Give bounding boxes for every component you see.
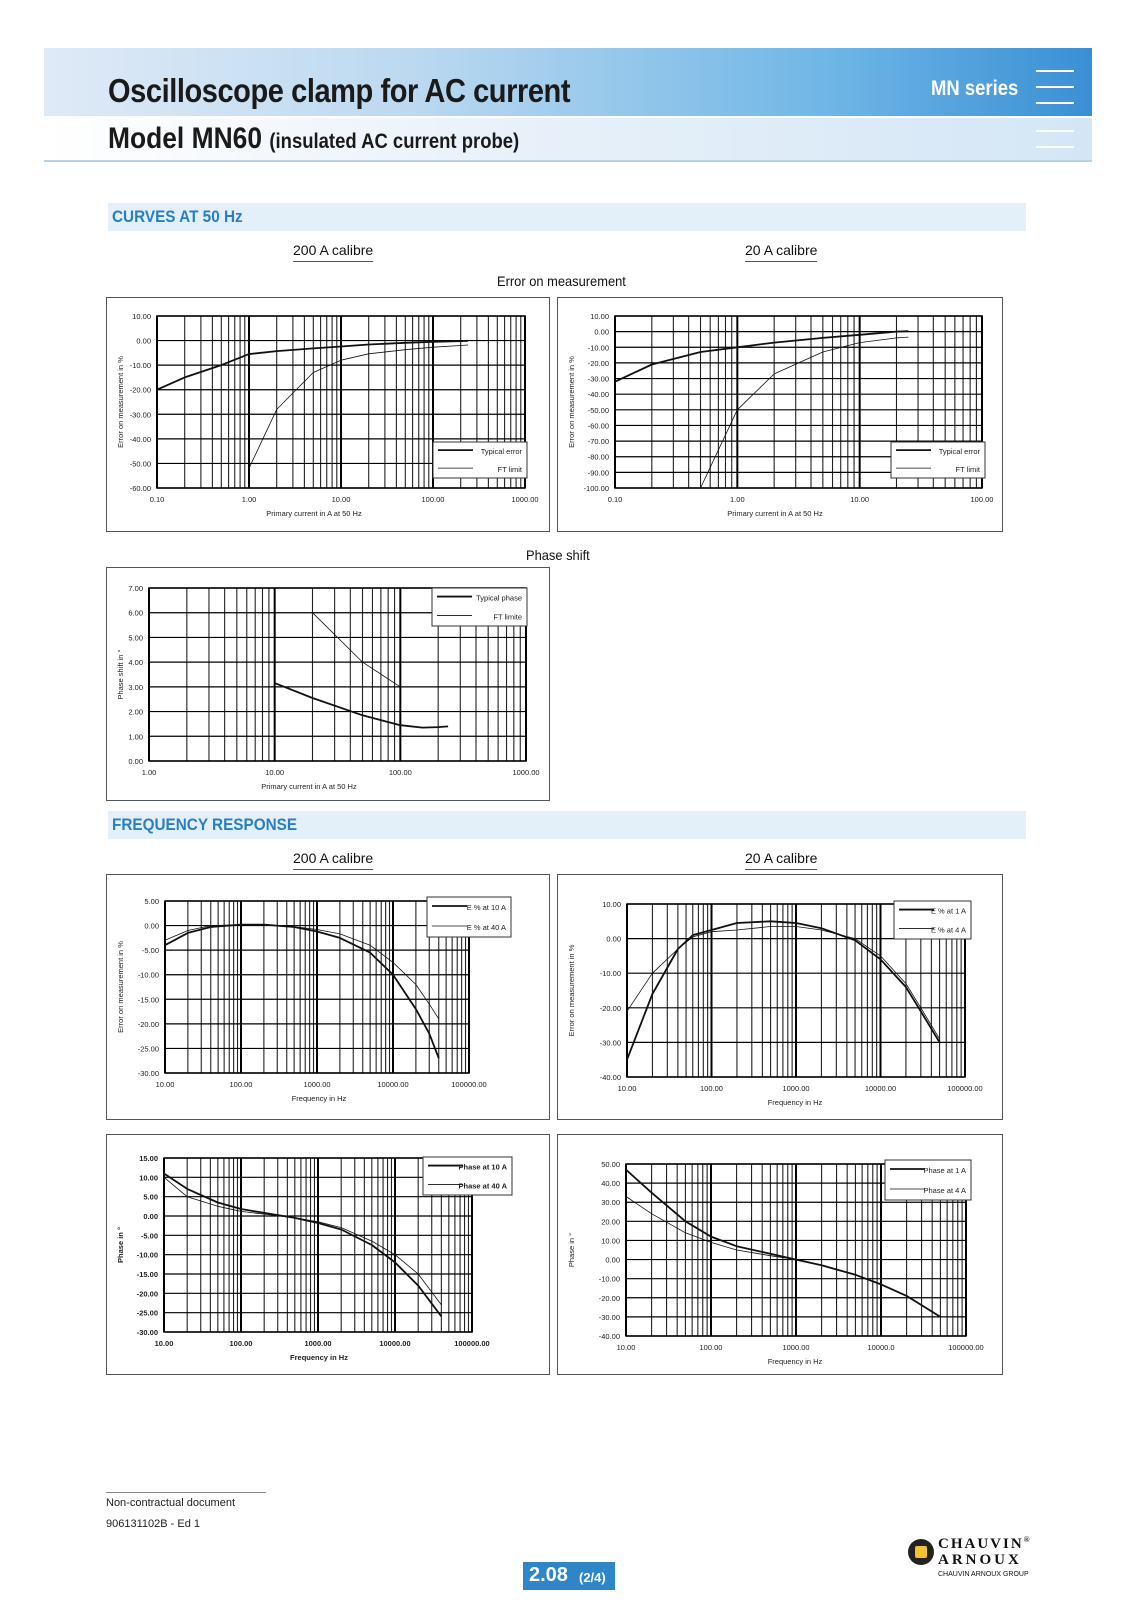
x-tick-label: 100000.00 bbox=[947, 1084, 983, 1093]
section-header-frequency bbox=[108, 811, 1026, 839]
y-tick-label: -10.00 bbox=[129, 361, 151, 371]
legend-label: Phase at 4 A bbox=[923, 1186, 966, 1195]
y-tick-label: -30.00 bbox=[137, 1069, 159, 1078]
y-tick-label: 10.00 bbox=[132, 312, 151, 321]
page-sub: (2/4) bbox=[579, 1570, 606, 1585]
x-tick-label: 1000.00 bbox=[303, 1080, 331, 1089]
y-tick-label: 4.00 bbox=[128, 658, 143, 668]
x-tick-label: 1000.00 bbox=[511, 495, 539, 504]
x-tick-label: 100.00 bbox=[700, 1084, 723, 1093]
header-lines-icon-2 bbox=[1036, 130, 1074, 162]
x-tick-label: 100.00 bbox=[970, 495, 994, 504]
y-tick-label: 7.00 bbox=[128, 584, 143, 593]
series-line bbox=[164, 1174, 441, 1317]
section-title-curves: CURVES AT 50 Hz bbox=[112, 207, 243, 226]
series-line bbox=[275, 683, 448, 728]
error-caption: Error on measurement bbox=[497, 273, 626, 289]
x-tick-label: 100000.00 bbox=[451, 1080, 487, 1089]
y-tick-label: -90.00 bbox=[587, 468, 609, 478]
y-tick-label: 0.00 bbox=[143, 1212, 158, 1221]
y-tick-label: 1.00 bbox=[128, 732, 143, 742]
y-tick-label: -10.00 bbox=[599, 969, 621, 979]
x-tick-label: 100000.00 bbox=[948, 1343, 984, 1352]
chart-freq-20a bbox=[557, 874, 1003, 1120]
x-tick-label: 10.00 bbox=[331, 495, 351, 504]
y-tick-label: -10.00 bbox=[587, 343, 609, 353]
y-tick-label: -20.00 bbox=[598, 1293, 620, 1303]
y-axis-label: Error on measurement in % bbox=[567, 944, 576, 1037]
series-line bbox=[313, 613, 401, 687]
legend-label: Phase at 10 A bbox=[458, 1162, 507, 1172]
phase-caption: Phase shift bbox=[526, 547, 590, 563]
y-tick-label: 0.00 bbox=[144, 921, 159, 931]
y-tick-label: -20.00 bbox=[137, 1019, 159, 1029]
series-line bbox=[615, 331, 908, 382]
y-tick-label: -20.00 bbox=[587, 358, 609, 368]
brand-name-1-text: CHAUVIN bbox=[938, 1536, 1024, 1552]
x-axis-label: Frequency in Hz bbox=[767, 1098, 823, 1107]
y-tick-label: -40.00 bbox=[129, 434, 151, 444]
x-tick-label: 10000.00 bbox=[379, 1339, 411, 1348]
x-tick-label: 10.00 bbox=[265, 768, 285, 777]
y-tick-label: 5.00 bbox=[143, 1192, 158, 1202]
legend-label: E % at 10 A bbox=[466, 903, 506, 912]
y-tick-label: 0.00 bbox=[606, 934, 621, 944]
series-line bbox=[165, 925, 439, 1019]
series-label: MN series bbox=[931, 77, 1019, 100]
y-tick-label: -10.00 bbox=[136, 1250, 158, 1260]
legend-label: Typical phase bbox=[476, 593, 522, 603]
section-header-curves bbox=[108, 203, 1026, 231]
y-tick-label: -5.00 bbox=[140, 1231, 158, 1241]
y-tick-label: -30.00 bbox=[599, 1038, 621, 1048]
x-axis-label: Frequency in Hz bbox=[291, 1094, 347, 1103]
footer-disclaimer: Non-contractual document bbox=[106, 1497, 236, 1509]
x-tick-label: 10000.00 bbox=[377, 1080, 409, 1089]
x-tick-label: 1.00 bbox=[730, 495, 745, 504]
y-tick-label: 40.00 bbox=[601, 1179, 620, 1189]
x-tick-label: 1000.00 bbox=[782, 1343, 810, 1352]
y-tick-label: -70.00 bbox=[587, 437, 609, 447]
y-tick-label: 5.00 bbox=[128, 633, 143, 643]
y-axis-label: Phase in ° bbox=[116, 1227, 125, 1263]
legend-label: E % at 4 A bbox=[930, 925, 966, 935]
brand-logo bbox=[908, 1535, 1038, 1581]
x-tick-label: 1000.00 bbox=[782, 1084, 810, 1093]
brand-registered: ® bbox=[1023, 1535, 1032, 1544]
y-tick-label: 15.00 bbox=[139, 1154, 158, 1163]
x-tick-label: 1.00 bbox=[141, 768, 157, 777]
chart-error-200a bbox=[106, 297, 550, 532]
y-axis-label: Error on measurement in % bbox=[116, 356, 125, 448]
x-tick-label: 100.00 bbox=[388, 768, 412, 777]
y-tick-label: -20.00 bbox=[136, 1289, 158, 1299]
legend-label: Phase at 1 A bbox=[923, 1166, 966, 1175]
y-tick-label: -30.00 bbox=[129, 410, 151, 420]
chart-phase-50hz bbox=[106, 567, 550, 801]
chart-phase-freq-20a bbox=[557, 1134, 1003, 1375]
y-tick-label: -10.00 bbox=[598, 1274, 620, 1284]
x-axis-label: Primary current in A at 50 Hz bbox=[727, 509, 823, 518]
calibre-label-200a-freq: 200 A calibre bbox=[293, 850, 373, 870]
y-tick-label: 2.00 bbox=[128, 707, 143, 717]
chart-error-200a-svg bbox=[107, 298, 549, 531]
y-tick-label: -5.00 bbox=[141, 946, 159, 956]
model-title bbox=[108, 122, 519, 156]
y-tick-label: -40.00 bbox=[599, 1073, 621, 1082]
x-tick-label: 10.00 bbox=[155, 1080, 175, 1089]
y-tick-label: -50.00 bbox=[129, 459, 151, 469]
legend-label: FT limite bbox=[493, 612, 522, 622]
legend-label: Typical error bbox=[480, 447, 522, 457]
chart-error-20a-svg bbox=[558, 298, 1002, 531]
legend-label: Typical error bbox=[938, 447, 980, 457]
y-tick-label: -80.00 bbox=[587, 452, 609, 462]
x-tick-label: 0.10 bbox=[149, 495, 165, 504]
y-tick-label: -60.00 bbox=[129, 484, 151, 493]
y-tick-label: -30.00 bbox=[598, 1312, 620, 1322]
x-axis-label: Frequency in Hz bbox=[767, 1357, 823, 1366]
x-axis-label: Frequency in Hz bbox=[290, 1353, 348, 1362]
y-tick-label: -100.00 bbox=[583, 484, 609, 493]
series-line bbox=[165, 925, 439, 1059]
x-tick-label: 10.00 bbox=[850, 495, 870, 504]
y-tick-label: -20.00 bbox=[129, 385, 151, 395]
y-tick-label: -30.00 bbox=[587, 374, 609, 384]
legend-label: FT limit bbox=[955, 465, 980, 475]
brand-name-1 bbox=[938, 1535, 1032, 1553]
model-subtitle: (insulated AC current probe) bbox=[269, 130, 520, 153]
y-axis-label: Error on measurement in % bbox=[116, 941, 125, 1033]
brand-name-2: ARNOUX bbox=[938, 1552, 1022, 1568]
y-tick-label: 6.00 bbox=[128, 608, 143, 618]
y-tick-label: 0.00 bbox=[136, 336, 151, 346]
x-tick-label: 10.00 bbox=[154, 1339, 174, 1348]
x-tick-label: 100.00 bbox=[229, 1339, 253, 1348]
y-tick-label: -15.00 bbox=[137, 995, 159, 1005]
y-axis-label: Phase shift in ° bbox=[116, 649, 125, 700]
x-tick-label: 100.00 bbox=[421, 495, 445, 504]
x-tick-label: 10.00 bbox=[617, 1084, 637, 1093]
y-tick-label: 0.00 bbox=[605, 1255, 620, 1265]
y-tick-label: 20.00 bbox=[601, 1217, 620, 1227]
x-tick-label: 1000.00 bbox=[512, 768, 540, 777]
x-axis-label: Primary current in A at 50 Hz bbox=[266, 509, 362, 518]
chart-phase-freq-200a-svg bbox=[107, 1135, 549, 1374]
page-number: 2.08 bbox=[529, 1564, 568, 1586]
x-tick-label: 10.00 bbox=[616, 1343, 636, 1352]
x-tick-label: 1000.00 bbox=[304, 1339, 332, 1348]
y-tick-label: -50.00 bbox=[587, 405, 609, 415]
y-tick-label: 30.00 bbox=[601, 1198, 620, 1208]
x-tick-label: 1.00 bbox=[241, 495, 257, 504]
y-tick-label: -40.00 bbox=[587, 390, 609, 400]
y-tick-label: -40.00 bbox=[598, 1332, 620, 1341]
x-axis-label: Primary current in A at 50 Hz bbox=[261, 782, 357, 791]
calibre-label-20a-freq: 20 A calibre bbox=[745, 850, 817, 870]
chart-freq-200a bbox=[106, 874, 550, 1120]
brand-group: CHAUVIN ARNOUX GROUP bbox=[938, 1571, 1029, 1578]
calibre-label-200a: 200 A calibre bbox=[293, 242, 373, 262]
y-tick-label: 10.00 bbox=[139, 1173, 158, 1183]
calibre-label-20a: 20 A calibre bbox=[745, 242, 817, 262]
y-tick-label: 10.00 bbox=[602, 900, 621, 909]
chart-error-20a bbox=[557, 297, 1003, 532]
legend-label: E % at 40 A bbox=[466, 923, 506, 932]
x-tick-label: 100.00 bbox=[229, 1080, 253, 1089]
y-tick-label: -25.00 bbox=[136, 1308, 158, 1318]
section-title-frequency: FREQUENCY RESPONSE bbox=[112, 815, 298, 834]
y-axis-label: Error on measurement in % bbox=[567, 356, 576, 448]
legend-label: E % at 1 A bbox=[930, 906, 966, 916]
page-title: Oscilloscope clamp for AC current bbox=[108, 72, 571, 109]
y-tick-label: -25.00 bbox=[137, 1044, 159, 1054]
y-tick-label: 10.00 bbox=[601, 1236, 620, 1246]
x-tick-label: 10000.00 bbox=[864, 1084, 897, 1093]
footer-divider bbox=[106, 1492, 266, 1493]
legend-label: Phase at 40 A bbox=[458, 1181, 507, 1191]
chart-phase-50hz-svg bbox=[107, 568, 549, 800]
y-tick-label: 3.00 bbox=[128, 682, 143, 692]
x-tick-label: 10000.0 bbox=[867, 1343, 895, 1352]
header-lines-icon bbox=[1036, 70, 1074, 118]
chart-freq-200a-svg bbox=[107, 875, 549, 1119]
x-tick-label: 100000.00 bbox=[454, 1339, 490, 1348]
y-tick-label: -60.00 bbox=[587, 421, 609, 431]
y-tick-label: 0.00 bbox=[128, 757, 143, 766]
y-tick-label: -10.00 bbox=[137, 970, 159, 980]
y-tick-label: 5.00 bbox=[144, 897, 159, 906]
y-tick-label: 50.00 bbox=[601, 1160, 620, 1169]
model-name: Model MN60 bbox=[108, 122, 263, 155]
y-tick-label: -15.00 bbox=[136, 1270, 158, 1279]
page-number-badge bbox=[523, 1562, 615, 1590]
footer-docref: 906131102B - Ed 1 bbox=[106, 1518, 200, 1530]
chart-freq-20a-svg bbox=[558, 875, 1002, 1119]
y-axis-label: Phase in ° bbox=[567, 1232, 576, 1268]
brand-mark-icon bbox=[908, 1539, 934, 1565]
y-tick-label: 10.00 bbox=[590, 312, 609, 321]
chart-phase-freq-20a-svg bbox=[558, 1135, 1002, 1374]
x-tick-label: 0.10 bbox=[607, 495, 623, 504]
y-tick-label: -20.00 bbox=[599, 1003, 621, 1013]
x-tick-label: 100.00 bbox=[699, 1343, 723, 1352]
y-tick-label: -30.00 bbox=[136, 1328, 158, 1337]
y-tick-label: 0.00 bbox=[594, 327, 609, 337]
legend-label: FT limit bbox=[497, 465, 522, 475]
chart-phase-freq-200a bbox=[106, 1134, 550, 1375]
